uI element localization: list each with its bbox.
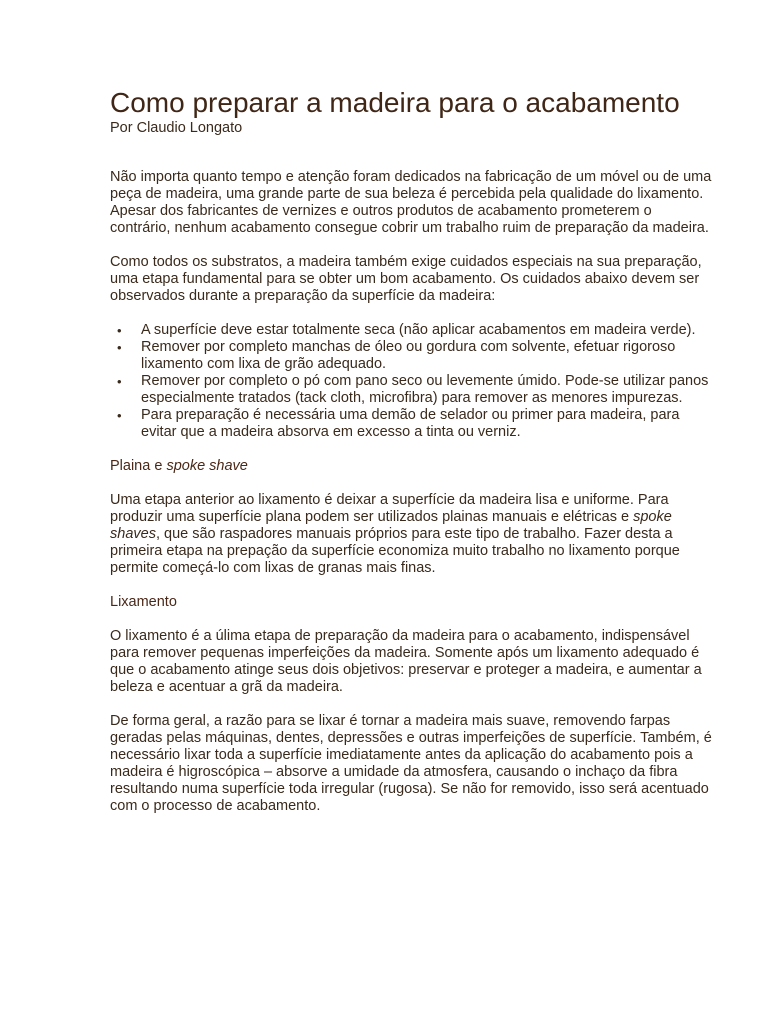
document-title: Como preparar a madeira para o acabamento bbox=[110, 87, 680, 118]
intro-paragraph-1: Não importa quanto tempo e atenção foram dedicados na fabricação de um móvel ou de uma peça de madeira, uma grande parte de sua beleza é percebida pela qualidade do lixamento. Apesar dos fabricantes de vernizes e outros produtos de acabamento prometerem o contrário, nenhum acabamento consegue cobrir um trabalho ruim de preparação da madeira. bbox=[110, 169, 712, 236]
plaina-italic-term: spoke shaves bbox=[110, 509, 672, 542]
lixamento-paragraph-1: O lixamento é a úlima etapa de preparação da madeira para o acabamento, indispensável para remover pequenas imperfeições da madeira. Somente após um lixamento adequado é que o acabamento atinge seus dois objetivos: preservar e proteger a madeira, e aumentar a beleza e acentuar a grã da madeira. bbox=[110, 628, 702, 695]
plaina-paragraph bbox=[110, 492, 714, 577]
plaina-text-part-2: , que são raspadores manuais próprios para este tipo de trabalho. Fazer desta a primeira etapa na prepação da superfície economiza muito trabalho no lixamento porque permite começá-lo com lixas de granas mais finas. bbox=[110, 526, 680, 576]
preparation-care-list bbox=[110, 322, 714, 441]
list-item: • Remover por completo manchas de óleo ou gordura com solvente, efetuar rigoroso lixamento com lixa de grão adequado. bbox=[141, 339, 714, 373]
list-item: • Remover por completo o pó com pano seco ou levemente úmido. Pode-se utilizar panos especialmente tratados (tack cloth, microfibra) para remover as menores impurezas. bbox=[141, 373, 714, 407]
document-page bbox=[110, 86, 714, 832]
list-item: • Para preparação é necessária uma demão de selador ou primer para madeira, para evitar que a madeira absorva em excesso a tinta ou verniz. bbox=[141, 407, 714, 441]
heading-plain-text: Plaina e bbox=[110, 458, 167, 474]
intro-paragraph-2: Como todos os substratos, a madeira também exige cuidados especiais na sua preparação, uma etapa fundamental para se obter um bom acabamento. Os cuidados abaixo devem ser observados durante a preparação da superfície da madeira: bbox=[110, 254, 702, 304]
author-byline: Por Claudio Longato bbox=[110, 120, 243, 136]
list-item: • A superfície deve estar totalmente seca (não aplicar acabamentos em madeira verde). bbox=[141, 322, 714, 339]
section-heading-plaina bbox=[110, 458, 714, 475]
section-heading-lixamento: Lixamento bbox=[110, 594, 177, 610]
plaina-text-part-1: Uma etapa anterior ao lixamento é deixar a superfície da madeira lisa e uniforme. Para produzir uma superfície plana podem ser utilizados plainas manuais e elétricas e bbox=[110, 492, 669, 525]
heading-italic-text: spoke shave bbox=[166, 458, 248, 474]
lixamento-paragraph-2: De forma geral, a razão para se lixar é tornar a madeira mais suave, removendo farpas geradas pelas máquinas, dentes, depressões e outras imperfeições de superfície. Também, é necessário lixar toda a superfície imediatamente antes da aplicação do acabamento pois a madeira é higroscópica – absorve a umidade da atmosfera, causando o inchaço da fibra resultando numa superfície toda irregular (rugosa). Se não for removido, isso será acentuado com o processo de acabamento. bbox=[110, 713, 712, 814]
